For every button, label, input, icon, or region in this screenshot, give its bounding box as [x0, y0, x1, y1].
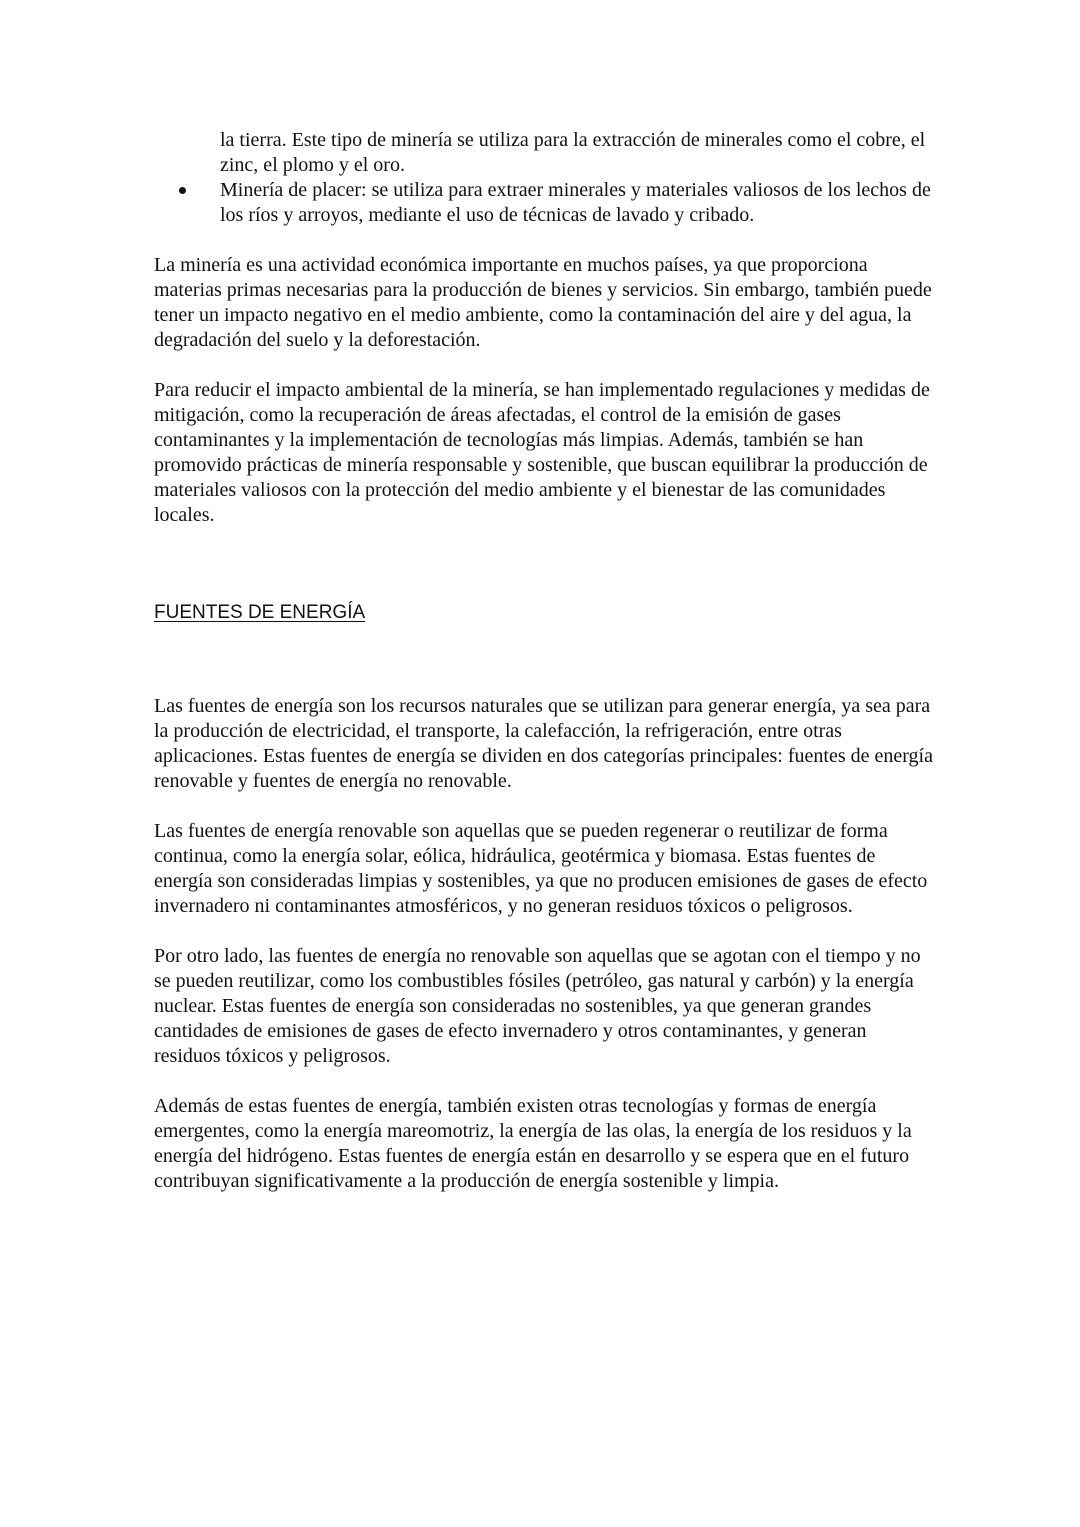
paragraph-mining-mitigation: Para reducir el impacto ambiental de la minería, se han implementado regulaciones y medidas de mitigación, como la recuperación de áreas afectadas, el control de la emisión de gases contaminantes y la implementación de tecnologías más limpias. Además, también se han promovido prácticas de minería responsable y sostenible, que buscan equilibrar la producción de materiales valiosos con la protección del medio ambiente y el bienestar de las comunidades locales.	[154, 379, 930, 526]
spacer	[154, 626, 934, 694]
spacer	[154, 1069, 934, 1094]
mining-types-list	[154, 128, 934, 228]
list-item-text: la tierra. Este tipo de minería se utiliza para la extracción de minerales como el cobre, el zinc, el plomo y el oro.	[220, 129, 926, 176]
spacer	[154, 919, 934, 944]
paragraph-energy-intro: Las fuentes de energía son los recursos naturales que se utilizan para generar energía, ya sea para la producción de electricidad, el transporte, la calefacción, la refrigeración, entre otras aplicaciones. Estas fuentes de energía se dividen en dos categorías principales: fuentes de energía renovable y fuentes de energía no renovable.	[154, 695, 933, 792]
paragraph-energy-renewable: Las fuentes de energía renovable son aquellas que se pueden regenerar o reutilizar de forma continua, como la energía solar, eólica, hidráulica, geotérmica y biomasa. Estas fuentes de energía son consideradas limpias y sostenibles, ya que no producen emisiones de gases de efecto invernadero ni contaminantes atmosféricos, y no generan residuos tóxicos o peligrosos.	[154, 820, 928, 917]
bullet-icon	[179, 187, 186, 194]
paragraph-energy-emerging: Además de estas fuentes de energía, también existen otras tecnologías y formas de energía emergentes, como la energía mareomotriz, la energía de las olas, la energía de los residuos y la energía del hidrógeno. Estas fuentes de energía están en desarrollo y se espera que en el futuro contribuyan significativamente a la producción de energía sostenible y limpia.	[154, 1095, 912, 1192]
section-heading: FUENTES DE ENERGÍA	[154, 602, 366, 623]
paragraph-energy-nonrenewable: Por otro lado, las fuentes de energía no renovable son aquellas que se agotan con el tiempo y no se pueden reutilizar, como los combustibles fósiles (petróleo, gas natural y carbón) y la energía nuclear. Estas fuentes de energía son consideradas no sostenibles, ya que generan grandes cantidades de emisiones de gases de efecto invernadero y otros contaminantes, y generan residuos tóxicos y peligrosos.	[154, 945, 921, 1067]
list-item	[154, 178, 934, 228]
list-item-text: Minería de placer: se utiliza para extraer minerales y materiales valiosos de los lechos de los ríos y arroyos, mediante el uso de técnicas de lavado y cribado.	[220, 179, 931, 226]
spacer	[154, 353, 934, 378]
list-item	[154, 128, 934, 178]
spacer	[154, 228, 934, 253]
section-heading-wrap	[154, 600, 934, 626]
paragraph-mining-economy: La minería es una actividad económica importante en muchos países, ya que proporciona materias primas necesarias para la producción de bienes y servicios. Sin embargo, también puede tener un impacto negativo en el medio ambiente, como la contaminación del aire y del agua, la degradación del suelo y la deforestación.	[154, 254, 932, 351]
spacer	[154, 794, 934, 819]
page-content	[154, 128, 934, 1194]
